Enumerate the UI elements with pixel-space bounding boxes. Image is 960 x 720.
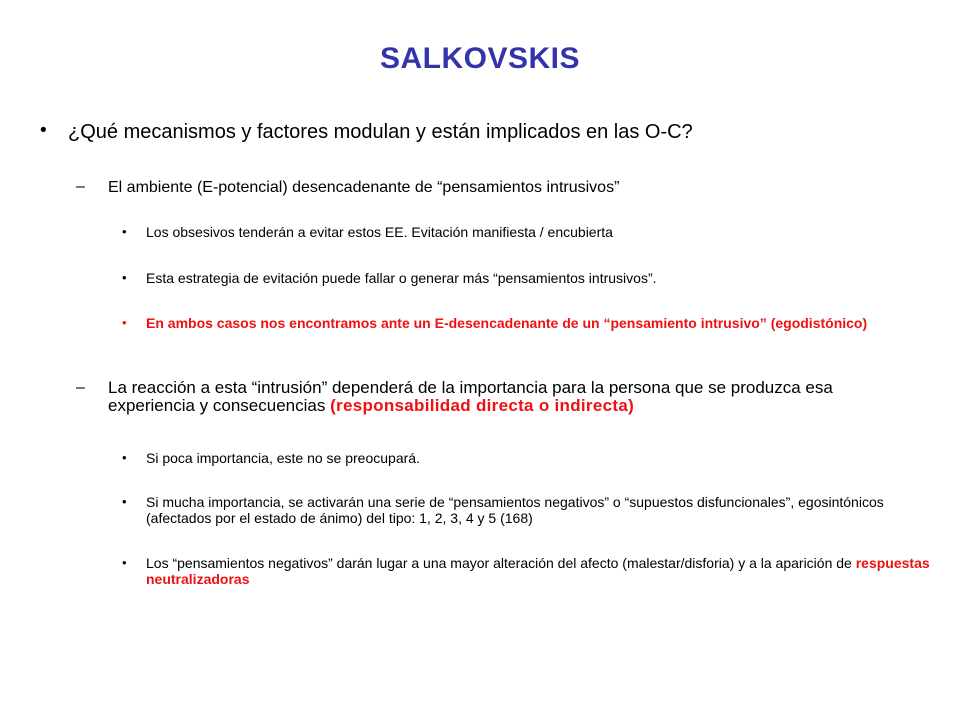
item-2-3-paragraph <box>146 555 941 587</box>
main-bullet: • <box>40 120 47 141</box>
section-2-paragraph <box>108 379 908 415</box>
item-1-2: Esta estrategia de evitación puede fallar o generar más “pensamientos intrusivos”. <box>146 270 657 286</box>
section-2-text: La reacción a esta “intrusión” dependerá de la importancia para la persona que se produzca esa experiencia y consecuencias <box>108 378 833 415</box>
item-2-2: Si mucha importancia, se activarán una serie de “pensamientos negativos” o “supuestos disfuncionales”, egosintónicos (afectados por el estado de ánimo) del tipo: 1, 2, 3, 4 y 5 (168) <box>146 494 884 526</box>
item-1-3: En ambos casos nos encontramos ante un E-desencadenante de un “pensamiento intrusivo” (egodistónico) <box>146 315 868 331</box>
main-question: ¿Qué mecanismos y factores modulan y están implicados en las O-C? <box>68 121 693 143</box>
section-1-text: El ambiente (E-potencial) desencadenante de “pensamientos intrusivos” <box>108 179 620 196</box>
bullet-2-3: • <box>122 555 127 570</box>
item-2-3: Los “pensamientos negativos” darán lugar a una mayor alteración del afecto (malestar/disforia) y a la aparición de <box>146 555 852 571</box>
section-1-dash: – <box>76 178 85 195</box>
section-2-highlight: (responsabilidad directa o indirecta) <box>330 396 635 415</box>
item-1-1: Los obsesivos tenderán a evitar estos EE. Evitación manifiesta / encubierta <box>146 224 613 240</box>
item-2-1: Si poca importancia, este no se preocupará. <box>146 450 420 466</box>
section-2-dash: – <box>76 379 85 396</box>
item-2-3-highlight: respuestas neutralizadoras <box>146 555 930 587</box>
bullet-2-1: • <box>122 450 127 465</box>
bullet-2-2: • <box>122 494 127 509</box>
bullet-1-1: • <box>122 224 127 239</box>
bullet-1-2: • <box>122 270 127 285</box>
slide-title: SALKOVSKIS <box>379 42 581 75</box>
bullet-1-3: • <box>122 315 127 330</box>
